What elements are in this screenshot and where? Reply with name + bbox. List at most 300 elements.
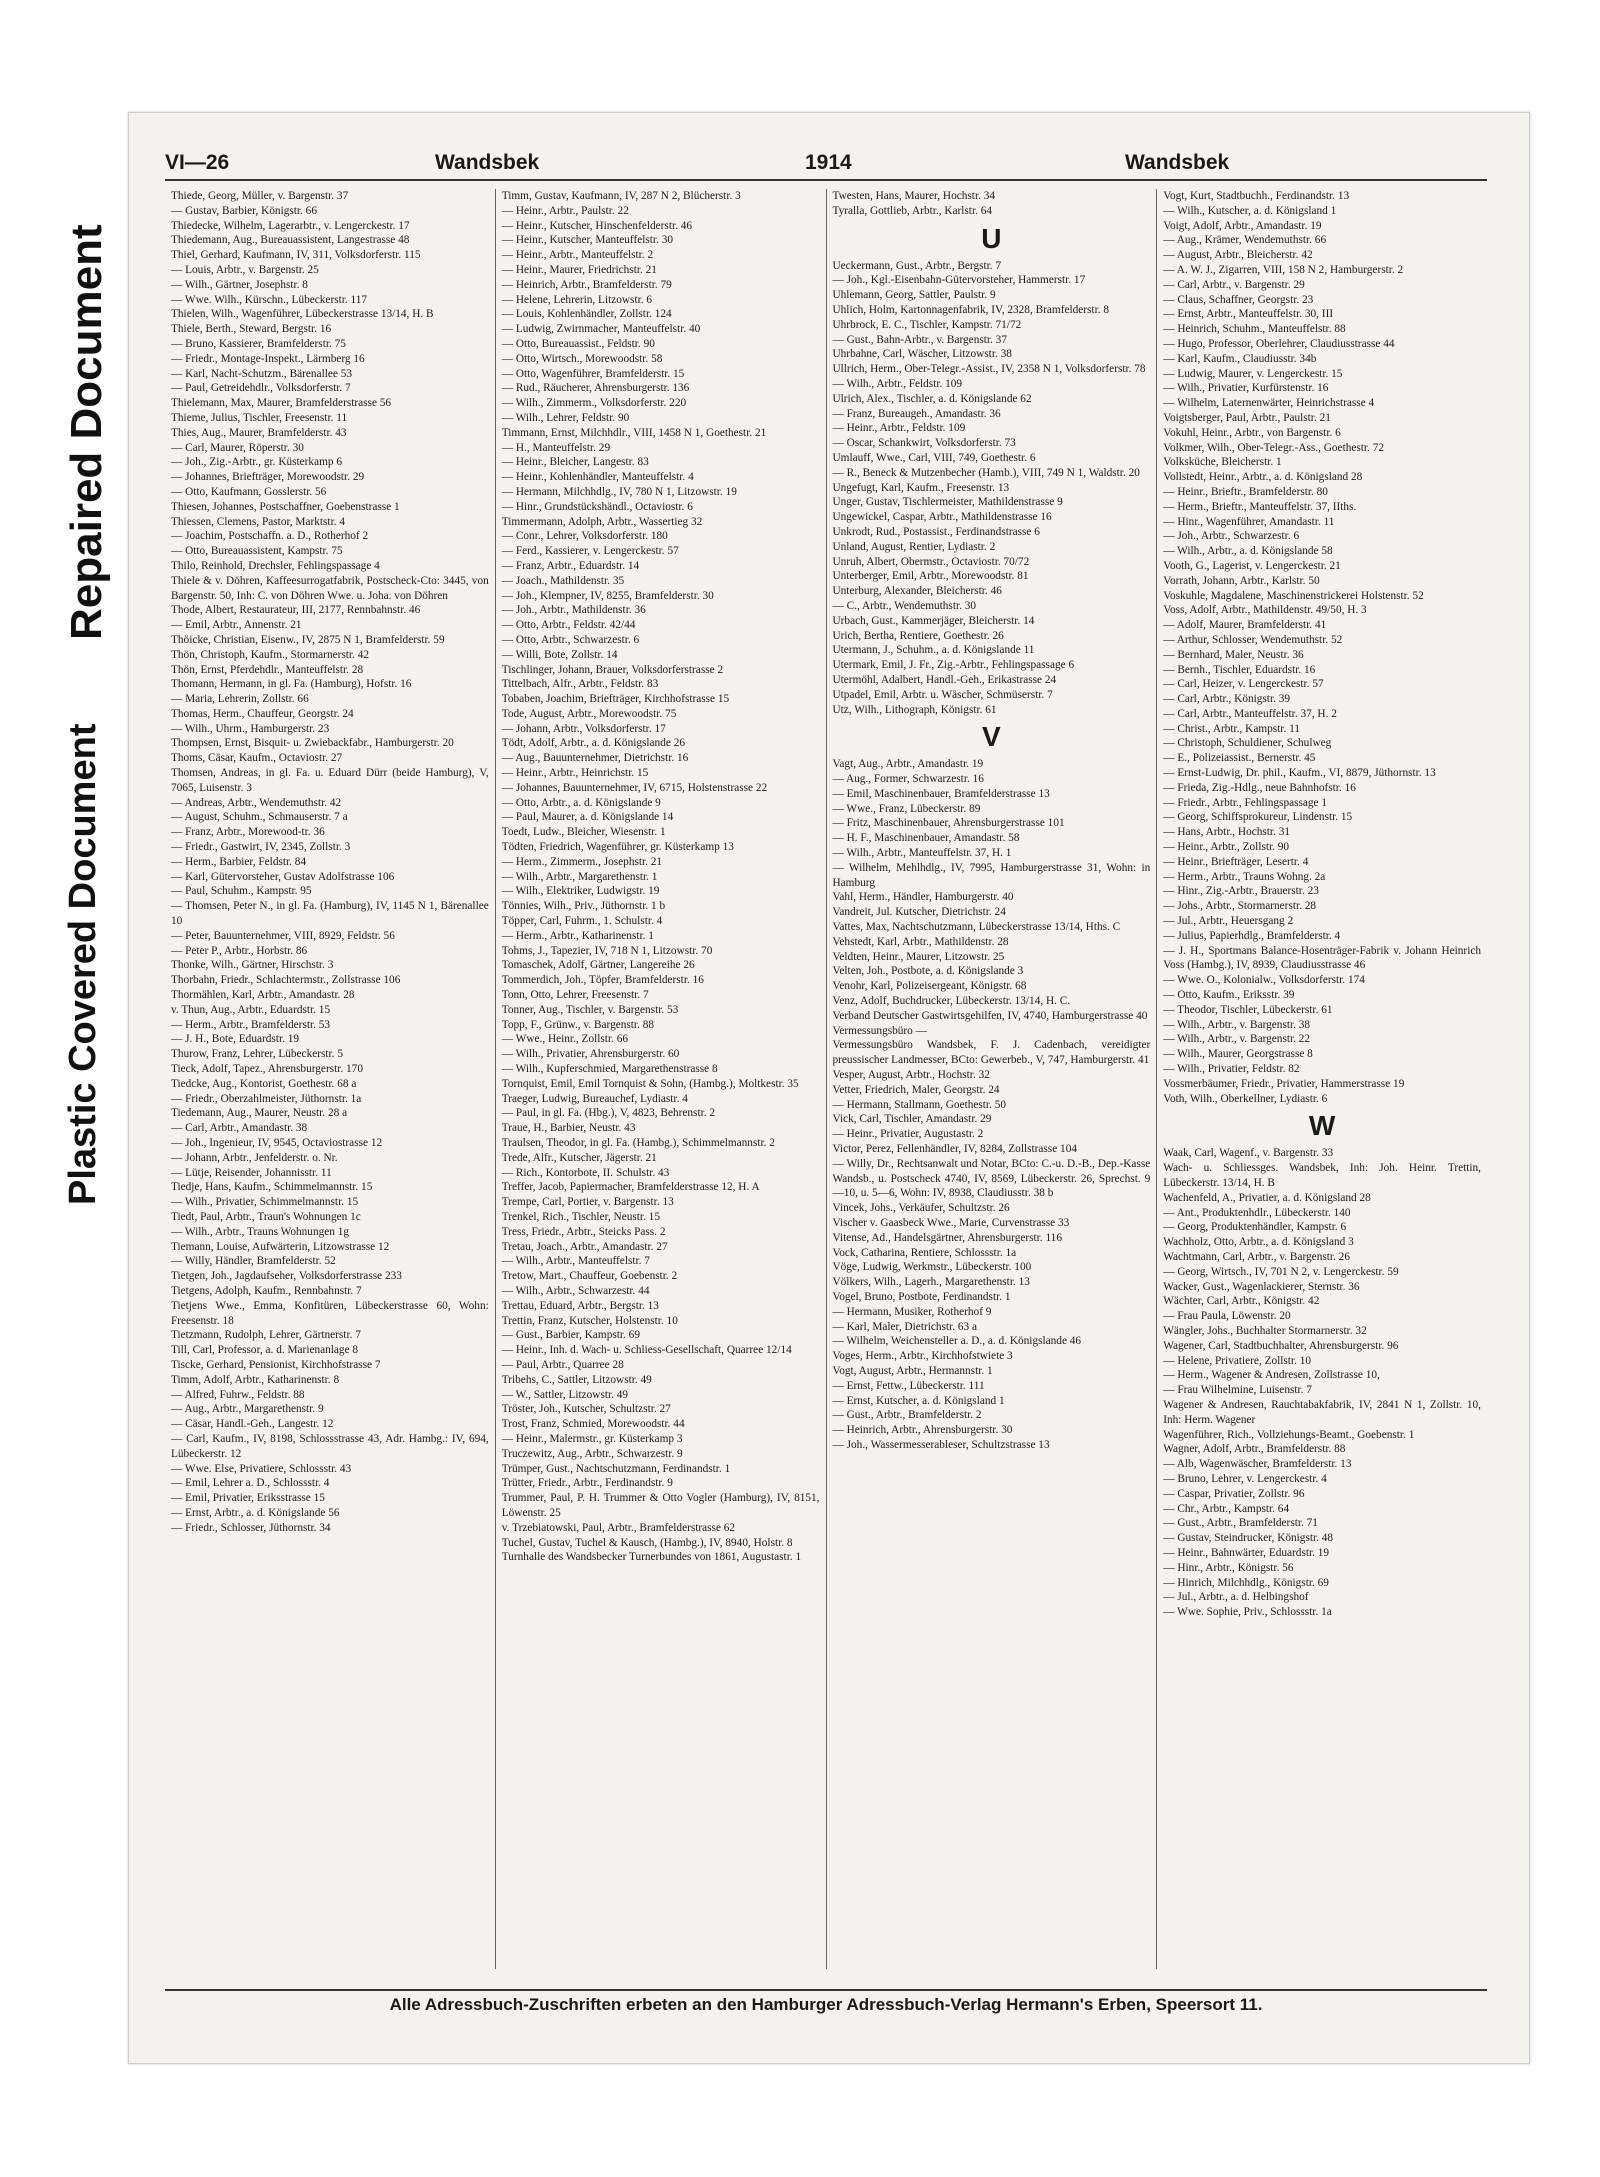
- column-1: [165, 189, 496, 1969]
- directory-entry: Volkmer, Wilh., Ober-Telegr.-Ass., Goethestr. 72: [1163, 441, 1384, 454]
- directory-entry: Uhrbahne, Carl, Wäscher, Litzowstr. 38: [832, 348, 1012, 361]
- directory-entry: Thielemann, Max, Maurer, Bramfelderstrasse 56: [171, 397, 392, 410]
- directory-entry: — Herm., Arbtr., Katharinenstr. 1: [501, 929, 654, 942]
- directory-entry: Thielen, Wilh., Wagenführer, Lübeckerstrasse 13/14, H. B: [171, 308, 434, 321]
- directory-entry: — Hermann, Musiker, Rotherhof 9: [832, 1305, 992, 1318]
- directory-entry: — Alfred, Fuhrw., Feldstr. 88: [171, 1388, 305, 1401]
- directory-entry: — Wilh., Privatier, Kurfürstenstr. 16: [1163, 382, 1329, 395]
- directory-entry: Thoms, Cäsar, Kaufm., Octaviostr. 27: [171, 752, 343, 765]
- directory-entry: — Johann, Arbtr., Volksdorferstr. 17: [501, 722, 666, 735]
- directory-entry: Tiedje, Hans, Kaufm., Schimmelmannstr. 15: [171, 1181, 373, 1194]
- directory-entry: — Joach., Mathildenstr. 35: [501, 574, 625, 587]
- directory-entry: — Joh., Ingenieur, IV, 9545, Octaviostrasse 12: [171, 1137, 383, 1149]
- directory-entry: — Heinr., Arbtr., Manteuffelstr. 2: [501, 249, 654, 262]
- directory-entry: — Wwe., Heinr., Zollstr. 66: [501, 1033, 628, 1046]
- directory-entry: — Carl, Arbtr., Amandastr. 38: [171, 1122, 308, 1135]
- directory-entry: Thön, Ernst, Pferdehdlr., Manteuffelstr. 28: [171, 663, 364, 676]
- directory-entry: Wagner, Adolf, Arbtr., Bramfelderstr. 88: [1163, 1443, 1346, 1456]
- directory-entry: Umlauff, Wwe., Carl, VIII, 749, Goethestr. 6: [832, 451, 1036, 464]
- directory-entry: — Friedr., Gastwirt, IV, 2345, Zollstr. 3: [171, 841, 351, 854]
- directory-entry: — Emil, Arbtr., Annenstr. 21: [171, 619, 302, 632]
- directory-entry: — Carl, Arbtr., v. Bargenstr. 29: [1163, 278, 1305, 291]
- directory-entry: Topp, F., Grünw., v. Bargenstr. 88: [501, 1018, 655, 1031]
- directory-entry: — Carl, Kaufm., IV, 8198, Schlossstrasse 43, Adr. Hambg.: IV, 694, Lübeckerstr. 12: [171, 1432, 489, 1460]
- directory-entry: Trettin, Franz, Kutscher, Holstenstr. 10: [501, 1314, 678, 1327]
- directory-entry: — Willi, Bote, Zollstr. 14: [501, 648, 618, 661]
- directory-entry: — Gustav, Barbier, Königstr. 66: [171, 204, 317, 217]
- directory-entry: — Johannes, Briefträger, Morewoodstr. 29: [171, 471, 365, 484]
- directory-entry: Timmermann, Adolph, Arbtr., Wassertieg 32: [501, 515, 703, 528]
- directory-entry: — Wilh., Privatier, Schimmelmannstr. 15: [171, 1196, 359, 1209]
- directory-entry: — Helene, Lehrerin, Litzowstr. 6: [501, 293, 653, 306]
- directory-entry: — Heinr., Arbtr., Zollstr. 90: [1163, 841, 1290, 854]
- directory-entry: Vetter, Friedrich, Maler, Georgstr. 24: [832, 1083, 1000, 1096]
- directory-entry: Wach- u. Schliessges. Wandsbek, Inh: Joh. Heinr. Trettin, Lübeckerstr. 13/14, H. B: [1163, 1162, 1481, 1189]
- directory-entry: Vollstedt, Heinr., Arbtr., a. d. Königsland 28: [1163, 471, 1363, 484]
- directory-entry: Vokuhl, Heinr., Arbtr., von Bargenstr. 6: [1163, 426, 1341, 439]
- directory-entry: Tröster, Joh., Kutscher, Schultzstr. 27: [501, 1403, 671, 1416]
- directory-entry: Tonn, Otto, Lehrer, Freesenstr. 7: [501, 989, 649, 1002]
- directory-entry: Tiemann, Louise, Aufwärterin, Litzowstrasse 12: [171, 1240, 390, 1253]
- column-4: [1157, 189, 1487, 1969]
- directory-entry: — J. H., Bote, Eduardstr. 19: [171, 1033, 300, 1046]
- directory-entry: Thies, Aug., Maurer, Bramfelderstr. 43: [171, 426, 347, 439]
- directory-entry: — Peter, Bauunternehmer, VIII, 8929, Feldstr. 56: [171, 929, 395, 942]
- directory-entry: — Adolf, Maurer, Bramfelderstr. 41: [1163, 619, 1327, 632]
- directory-entry: — Frau Paula, Löwenstr. 20: [1163, 1310, 1291, 1323]
- directory-entry: Vock, Catharina, Rentiere, Schlossstr. 1a: [832, 1246, 1017, 1259]
- directory-entry: — Paul, in gl. Fa. (Hbg.), V, 4823, Behrenstr. 2: [501, 1107, 716, 1120]
- directory-entry: — Carl, Arbtr., Manteuffelstr. 37, H. 2: [1163, 707, 1337, 720]
- directory-entry: Trede, Alfr., Kutscher, Jägerstr. 21: [501, 1151, 657, 1164]
- directory-entry: Tieck, Adolf, Tapez., Ahrensburgerstr. 170: [171, 1063, 363, 1076]
- directory-entry: — Rud., Räucherer, Ahrensburgerstr. 136: [501, 382, 690, 395]
- directory-entry: — Emil, Privatier, Eriksstrasse 15: [171, 1492, 325, 1505]
- directory-entry: Utermann, J., Schuhm., a. d. Königslande 11: [832, 644, 1035, 657]
- directory-entry: — Ernst, Arbtr., a. d. Königslande 56: [171, 1506, 340, 1519]
- directory-entry: Tobaben, Joachim, Briefträger, Kirchhofstrasse 15: [501, 693, 730, 706]
- directory-entry: — Karl, Nacht-Schutzm., Bärenallee 53: [171, 367, 352, 380]
- directory-entry: — Heinr., Briefträger, Lesertr. 4: [1163, 855, 1309, 868]
- section-letter: V: [982, 721, 1001, 753]
- directory-entry: Thiessen, Clemens, Pastor, Marktstr. 4: [171, 515, 346, 528]
- directory-page: [165, 147, 1487, 2027]
- directory-entry: Tommerdich, Joh., Töpfer, Bramfelderstr. 16: [501, 974, 704, 987]
- directory-entry: Vermessungsbüro Wandsbek, F. J. Cadenbach, vereidigter preussischer Landmesser, BCto: Gewerbeb., V, 747, Hamburgerstr. 41: [832, 1039, 1151, 1067]
- directory-entry: — Heinr., Arbtr., Paulstr. 22: [501, 204, 629, 217]
- directory-entry: Völkers, Wilh., Lagerh., Margarethenstr. 13: [832, 1276, 1030, 1289]
- directory-entry: Vincek, Johs., Verkäufer, Schultzstr. 26: [832, 1202, 1010, 1215]
- directory-entry: Thiele & v. Döhren, Kaffeesurrogatfabrik, Postscheck-Cto: 3445, von Bargenstr. 50, Inh: C. von Döhren Wwe. u. Joha. von Döhren: [171, 574, 489, 602]
- directory-entry: — Thomsen, Peter N., in gl. Fa. (Hamburg), IV, 1145 N 1, Bärenallee 10: [171, 900, 489, 928]
- directory-entry: — Heinr., Bahnwärter, Eduardstr. 19: [1163, 1546, 1330, 1559]
- directory-entry: — Wilhelm, Mehlhdlg., IV, 7995, Hamburgerstrasse 31, Wohn: in Hamburg: [832, 861, 1151, 889]
- directory-entry: Ulrich, Alex., Tischler, a. d. Königslande 62: [832, 392, 1032, 405]
- directory-entry: — Wwe. O., Kolonialw., Volksdorferstr. 174: [1163, 974, 1365, 987]
- directory-entry: Thode, Albert, Restaurateur, III, 2177, Rennbahnstr. 46: [171, 604, 421, 617]
- directory-entry: — Gust., Barbier, Kampstr. 69: [501, 1329, 640, 1342]
- plastic-covered-document-label: Plastic Covered Document: [62, 723, 104, 1205]
- directory-entry: v. Trzebiatowski, Paul, Arbtr., Bramfelderstrasse 62: [501, 1521, 736, 1534]
- directory-entry: — Jul., Arbtr., Heuersgang 2: [1163, 915, 1294, 928]
- directory-entry: Unterberger, Emil, Arbtr., Morewoodstr. 81: [832, 570, 1029, 583]
- directory-entry: — Heinr., Maurer, Friedrichstr. 21: [501, 263, 657, 276]
- directory-entry: Tiedemann, Aug., Maurer, Neustr. 28 a: [171, 1107, 348, 1120]
- directory-entry: — Ernst, Kutscher, a. d. Königsland 1: [832, 1394, 1005, 1407]
- directory-entry: Verband Deutscher Gastwirtsgehilfen, IV, 4740, Hamburgerstrasse 40: [832, 1009, 1148, 1022]
- directory-entry: Unruh, Albert, Obermstr., Octaviostr. 70/72: [832, 555, 1030, 568]
- directory-entry: — Joh., Wassermesserableser, Schultzstrasse 13: [832, 1438, 1050, 1451]
- directory-entry: — Ludwig, Zwirnmacher, Manteuffelstr. 40: [501, 323, 701, 336]
- directory-entry: — Louis, Kohlenhändler, Zollstr. 124: [501, 308, 672, 321]
- directory-entry: — Ernst, Arbtr., Manteuffelstr. 30, III: [1163, 308, 1334, 321]
- directory-entry: Tode, August, Arbtr., Morewoodstr. 75: [501, 707, 677, 720]
- directory-entry: Tiedt, Paul, Arbtr., Traun's Wohnungen 1c: [171, 1210, 361, 1223]
- directory-entry: Vorrath, Johann, Arbtr., Karlstr. 50: [1163, 574, 1320, 587]
- directory-entry: — J. H., Sportmans Balance-Hosenträger-Fabrik v. Johann Heinrich Voss (Hambg.), IV, 8939, Claudiusstrasse 46: [1163, 944, 1481, 972]
- directory-entry: — Hermann, Milchhdlg., IV, 780 N 1, Litzowstr. 19: [501, 485, 737, 498]
- directory-entry: Vossmerbäumer, Friedr., Privatier, Hammerstrasse 19: [1163, 1077, 1405, 1090]
- directory-entry: — Aug., Krämer, Wendemuthstr. 66: [1163, 234, 1327, 247]
- directory-entry: Timm, Gustav, Kaufmann, IV, 287 N 2, Blücherstr. 3: [501, 190, 741, 202]
- directory-entry: Vermessungsbüro —: [832, 1024, 927, 1037]
- directory-entry: Trummer, Paul, P. H. Trummer & Otto Vogler (Hamburg), IV, 8151, Löwenstr. 25: [501, 1492, 820, 1519]
- directory-entry: Venohr, Karl, Polizeisergeant, Königstr. 68: [832, 980, 1027, 993]
- directory-entry: — Wwe. Else, Privatiere, Schlossstr. 43: [171, 1462, 352, 1475]
- directory-entry: Vogt, August, Arbtr., Hermannstr. 1: [832, 1364, 993, 1377]
- directory-entry: — Theodor, Tischler, Lübeckerstr. 61: [1163, 1003, 1333, 1016]
- directory-entry: — Joh., Arbtr., Schwarzestr. 6: [1163, 530, 1300, 543]
- directory-entry: Thiede, Georg, Müller, v. Bargenstr. 37: [171, 190, 349, 202]
- directory-entry: Thurow, Franz, Lehrer, Lübeckerstr. 5: [171, 1048, 343, 1061]
- directory-entry: Tietzmann, Rudolph, Lehrer, Gärtnerstr. 7: [171, 1329, 361, 1342]
- directory-entry: — Friedr., Schlosser, Jüthornstr. 34: [171, 1521, 331, 1534]
- directory-entry: Waak, Carl, Wagenf., v. Bargenstr. 33: [1163, 1147, 1334, 1160]
- directory-entry: — Hermann, Stallmann, Goethestr. 50: [832, 1098, 1007, 1111]
- directory-entry: — Rich., Kontorbote, II. Schulstr. 43: [501, 1166, 670, 1179]
- directory-entry: Vehstedt, Karl, Arbtr., Mathildenstr. 28: [832, 935, 1009, 948]
- directory-entry: Trempe, Carl, Portier, v. Bargenstr. 13: [501, 1196, 674, 1209]
- directory-entry: Utermöhl, Adalbert, Handl.-Geh., Erikastrasse 24: [832, 673, 1057, 686]
- directory-entry: Trenkel, Rich., Tischler, Neustr. 15: [501, 1210, 660, 1223]
- directory-entry: Turnhalle des Wandsbecker Turnerbundes von 1861, Augustastr. 1: [501, 1551, 802, 1564]
- directory-entry: — Hugo, Professor, Oberlehrer, Claudiusstrasse 44: [1163, 337, 1395, 350]
- directory-entry: — Karl, Gütervorsteher, Gustav Adolfstrasse 106: [171, 870, 395, 883]
- directory-entry: — Maria, Lehrerin, Zollstr. 66: [171, 693, 309, 706]
- directory-entry: Tornquist, Emil, Emil Tornquist & Sohn, (Hambg.), Moltkestr. 35: [501, 1077, 799, 1090]
- directory-entry: — Herm., Arbtr., Bramfelderstr. 53: [171, 1018, 331, 1031]
- directory-entry: — Ludwig, Maurer, v. Lengerckestr. 15: [1163, 367, 1343, 380]
- directory-entry: Veldten, Heinr., Maurer, Litzowstr. 25: [832, 950, 1005, 963]
- directory-entry: — Franz, Arbtr., Morewood-tr. 36: [171, 826, 325, 839]
- directory-entry: — H. F., Maschinenbauer, Amandastr. 58: [832, 832, 1020, 845]
- directory-entry: — Aug., Bauunternehmer, Dietrichstr. 16: [501, 752, 689, 765]
- directory-entry: — Wwe. Wilh., Kürschn., Lübeckerstr. 117: [171, 293, 368, 306]
- directory-entry: Victor, Perez, Fellenhändler, IV, 8284, Zollstrasse 104: [832, 1143, 1077, 1156]
- publisher-footer: Alle Adressbuch-Zuschriften erbeten an den Hamburger Adressbuch-Verlag Hermann's Erben, Speersort 11.: [165, 1989, 1487, 2015]
- directory-entry: Tietgen, Joh., Jagdaufseher, Volksdorferstrasse 233: [171, 1270, 402, 1283]
- directory-entry: — E., Polizeiassist., Bernerstr. 45: [1163, 752, 1316, 765]
- directory-entry: Tretow, Mart., Chauffeur, Goebenstr. 2: [501, 1270, 678, 1283]
- directory-entry: — Christ., Arbtr., Kampstr. 11: [1163, 722, 1300, 735]
- directory-entry: — Wilh., Arbtr., Schwarzestr. 44: [501, 1284, 650, 1297]
- directory-entry: — Herm., Zimmerm., Josephstr. 21: [501, 855, 663, 868]
- directory-entry: — Wilh., Lehrer, Feldstr. 90: [501, 411, 630, 424]
- directory-entry: — Joh., Kgl.-Eisenbahn-Gütervorsteher, Hammerstr. 17: [832, 274, 1086, 287]
- directory-entry: Vogel, Bruno, Postbote, Ferdinandstr. 1: [832, 1290, 1011, 1303]
- directory-entry: Vandreit, Jul. Kutscher, Dietrichstr. 24: [832, 906, 1006, 919]
- directory-entry: Tohms, J., Tapezier, IV, 718 N 1, Litzowstr. 70: [501, 944, 713, 957]
- directory-entry: — Wilh., Privatier, Ahrensburgerstr. 60: [501, 1048, 680, 1061]
- directory-entry: — Otto, Wirtsch., Morewoodstr. 58: [501, 352, 663, 365]
- directory-entry: Thompsen, Ernst, Bisquit- u. Zwiebackfabr., Hamburgerstr. 20: [171, 737, 454, 750]
- directory-entry: Voth, Wilh., Oberkellner, Lydiastr. 6: [1163, 1092, 1328, 1105]
- directory-entry: Wagener, Carl, Stadtbuchhalter, Ahrensburgerstr. 96: [1163, 1339, 1399, 1352]
- directory-entry: — Paul, Maurer, a. d. Königslande 14: [501, 811, 674, 824]
- directory-entry: Volksküche, Bleicherstr. 1: [1163, 456, 1282, 469]
- directory-entry: Thilo, Reinhold, Drechsler, Fehlingspassage 4: [171, 559, 380, 572]
- directory-entry: — Ant., Produktenhdlr., Lübeckerstr. 140: [1163, 1206, 1351, 1219]
- directory-entry: Thiele, Berth., Steward, Bergstr. 16: [171, 323, 332, 336]
- directory-entry: — Hinrich, Milchhdlg., Königstr. 69: [1163, 1576, 1329, 1589]
- directory-entry: — Claus, Schaffner, Georgstr. 23: [1163, 293, 1314, 306]
- directory-entry: — Heinrich, Arbtr., Ahrensburgerstr. 30: [832, 1424, 1013, 1437]
- directory-entry: Velten, Joh., Postbote, a. d. Königslande 3: [832, 965, 1024, 978]
- directory-entry: — Friedr., Montage-Inspekt., Lärmberg 16: [171, 352, 365, 365]
- directory-entry: — Oscar, Schankwirt, Volksdorferstr. 73: [832, 437, 1016, 450]
- directory-entry: — Heinr., Malermstr., gr. Küsterkamp 3: [501, 1432, 683, 1445]
- directory-entry: — Emil, Maschinenbauer, Bramfelderstrasse 13: [832, 787, 1050, 800]
- directory-entry: — Hans, Arbtr., Hochstr. 31: [1163, 826, 1291, 839]
- directory-entry: Timm, Adolf, Arbtr., Katharinenstr. 8: [171, 1373, 340, 1386]
- directory-entry: — Joh., Klempner, IV, 8255, Bramfelderstr. 30: [501, 589, 714, 602]
- directory-entry: Urich, Bertha, Rentiere, Goethestr. 26: [832, 629, 1004, 642]
- directory-entry: Wagenführer, Rich., Vollziehungs-Beamt., Goebenstr. 1: [1163, 1428, 1415, 1441]
- directory-entry: — Wilh., Privatier, Feldstr. 82: [1163, 1063, 1300, 1076]
- section-letter: W: [1308, 1110, 1336, 1142]
- directory-entry: Treffer, Jacob, Papiermacher, Bramfelderstrasse 12, H. A: [501, 1181, 760, 1194]
- directory-entry: — Heinr., Bleicher, Langestr. 83: [501, 456, 649, 469]
- directory-entry: Voigtsberger, Paul, Arbtr., Paulstr. 21: [1163, 411, 1331, 424]
- directory-entry: Tödt, Adolf, Arbtr., a. d. Königslande 26: [501, 737, 685, 750]
- directory-entry: — Ferd., Kassierer, v. Lengerckestr. 57: [501, 545, 679, 558]
- header-city-left: Wandsbek: [435, 151, 540, 174]
- directory-entry: — Heinr., Arbtr., Heinrichstr. 15: [501, 767, 649, 780]
- directory-entry: — Karl, Kaufm., Claudiusstr. 34b: [1163, 352, 1317, 365]
- header-city-right: Wandsbek: [1125, 151, 1230, 174]
- directory-entry: — Otto, Bureauassist., Feldstr. 90: [501, 337, 655, 350]
- directory-entry: Tribehs, C., Sattler, Litzowstr. 49: [501, 1373, 652, 1386]
- directory-entry: — Arthur, Schlosser, Wendemuthstr. 52: [1163, 633, 1343, 646]
- directory-entry: Unterburg, Alexander, Bleicherstr. 46: [832, 585, 1002, 598]
- directory-entry: Wagener & Andresen, Rauchtabakfabrik, IV, 2841 N 1, Zollstr. 10, Inh: Herm. Wagener: [1163, 1398, 1481, 1426]
- directory-entry: — Wilh., Arbtr., Margarethenstr. 1: [501, 870, 658, 883]
- directory-entry: Thomann, Hermann, in gl. Fa. (Hamburg), Hofstr. 16: [171, 678, 412, 691]
- directory-entry: Ungewickel, Caspar, Arbtr., Mathildenstrasse 16: [832, 511, 1052, 524]
- directory-entry: — Gust., Bahn-Arbtr., v. Bargenstr. 37: [832, 333, 1007, 346]
- directory-entry: — Carl, Arbtr., Königstr. 39: [1163, 693, 1291, 706]
- directory-entry: — Bernh., Tischler, Eduardstr. 16: [1163, 663, 1316, 676]
- directory-entry: — Wilh., Arbtr., a. d. Königslande 58: [1163, 545, 1333, 558]
- directory-entry: Thön, Christoph, Kaufm., Stormarnerstr. 42: [171, 648, 369, 661]
- directory-entry: Tödten, Friedrich, Wagenführer, gr. Küsterkamp 13: [501, 841, 734, 854]
- directory-entry: — Friedr., Oberzahlmeister, Jüthornstr. 1a: [171, 1092, 362, 1105]
- section-letter: U: [981, 222, 1002, 254]
- directory-entry: — Herm., Barbier, Feldstr. 84: [171, 855, 307, 868]
- directory-entry: Vooth, G., Lagerist, v. Lengerckestr. 21: [1163, 559, 1341, 572]
- directory-entry: Tietgens, Adolph, Kaufm., Rennbahnstr. 7: [171, 1284, 362, 1297]
- directory-entry: Ueckermann, Gust., Arbtr., Bergstr. 7: [832, 259, 1002, 272]
- directory-entry: — Lütje, Reisender, Johannisstr. 11: [171, 1166, 332, 1179]
- directory-entry: — C., Arbtr., Wendemuthstr. 30: [832, 599, 977, 612]
- directory-entry: — Herm., Arbtr., Trauns Wohng. 2a: [1163, 870, 1326, 883]
- directory-entry: — Andreas, Arbtr., Wendemuthstr. 42: [171, 796, 342, 809]
- directory-entry: — Gust., Arbtr., Bramfelderstr. 71: [1163, 1517, 1318, 1530]
- directory-entry: Tietjens Wwe., Emma, Konfitüren, Lübeckerstrasse 60, Wohn: Freesenstr. 18: [171, 1299, 489, 1327]
- directory-entry: Venz, Adolf, Buchdrucker, Lübeckerstr. 13/14, H. C.: [832, 995, 1071, 1008]
- columns: [165, 189, 1487, 1969]
- directory-entry: — Frau Wilhelmine, Luisenstr. 7: [1163, 1384, 1312, 1397]
- directory-entry: Urbach, Gust., Kammerjäger, Bleicherstr. 14: [832, 614, 1035, 627]
- directory-entry: Tischlinger, Johann, Brauer, Volksdorferstrasse 2: [501, 663, 724, 676]
- directory-entry: — Julius, Papierhdlg., Bramfelderstr. 4: [1163, 929, 1341, 942]
- directory-entry: — Otto, Wagenführer, Bramfelderstr. 15: [501, 367, 685, 380]
- directory-entry: Vattes, Max, Nachtschutzmann, Lübeckerstrasse 13/14, Hths. C: [832, 921, 1121, 934]
- directory-entry: Trost, Franz, Schmied, Morewoodstr. 44: [501, 1418, 685, 1431]
- directory-entry: — Wilh., Arbtr., v. Bargenstr. 22: [1163, 1033, 1311, 1046]
- directory-entry: — Heinr., Brieftr., Bramfelderstr. 80: [1163, 485, 1328, 498]
- directory-entry: Thiel, Gerhard, Kaufmann, IV, 311, Volksdorferstr. 115: [171, 249, 421, 262]
- directory-entry: Thöicke, Christian, Eisenw., IV, 2875 N 1, Bramfelderstr. 59: [171, 633, 445, 646]
- directory-entry: — Ernst-Ludwig, Dr. phil., Kaufm., VI, 8879, Jüthornstr. 13: [1163, 767, 1436, 780]
- directory-entry: — Heinr., Kohlenhändler, Manteuffelstr. 4: [501, 471, 694, 484]
- directory-entry: Utermark, Emil, J. Fr., Zig.-Arbtr., Fehlingspassage 6: [832, 659, 1075, 672]
- directory-entry: — Hinr., Zig.-Arbtr., Brauerstr. 23: [1163, 885, 1319, 898]
- directory-entry: Toedt, Ludw., Bleicher, Wiesenstr. 1: [501, 826, 666, 839]
- directory-entry: Voskuhle, Magdalene, Maschinenstrickerei Holstenstr. 52: [1163, 589, 1424, 602]
- directory-entry: — August, Arbtr., Bleicherstr. 42: [1163, 249, 1313, 262]
- directory-entry: — Georg, Schiffsprokureur, Lindenstr. 15: [1163, 811, 1353, 824]
- directory-entry: — Paul, Getreidehdlr., Volksdorferstr. 7: [171, 382, 351, 395]
- directory-entry: Tomaschek, Adolf, Gärtner, Langereihe 26: [501, 959, 695, 972]
- header-rule: [165, 179, 1487, 181]
- directory-entry: — Caspar, Privatier, Zollstr. 96: [1163, 1487, 1305, 1500]
- directory-entry: — Bruno, Lehrer, v. Lengerckestr. 4: [1163, 1472, 1327, 1485]
- column-2: [496, 189, 827, 1969]
- directory-entry: Wachenfeld, A., Privatier, a. d. Königsland 28: [1163, 1191, 1371, 1204]
- directory-entry: Tiscke, Gerhard, Pensionist, Kirchhofstrasse 7: [171, 1358, 381, 1371]
- directory-entry: — Johann, Arbtr., Jenfelderstr. o. Nr.: [171, 1151, 338, 1164]
- directory-entry: Tonner, Aug., Tischler, v. Bargenstr. 53: [501, 1003, 679, 1016]
- directory-entry: — Wilh., Uhrm., Hamburgerstr. 23: [171, 722, 330, 735]
- directory-entry: — Gustav, Steindrucker, Königstr. 48: [1163, 1532, 1334, 1545]
- directory-entry: Thomsen, Andreas, in gl. Fa. u. Eduard Dürr (beide Hamburg), V, 7065, Luisenstr. 3: [171, 767, 489, 794]
- directory-entry: Tittelbach, Alfr., Arbtr., Feldstr. 83: [501, 678, 659, 691]
- directory-entry: Uhlich, Holm, Kartonnagenfabrik, IV, 2328, Bramfelderstr. 8: [832, 303, 1110, 316]
- page-number: VI—26: [165, 151, 230, 174]
- directory-entry: — Aug., Former, Schwarzestr. 16: [832, 773, 984, 786]
- directory-entry: Unkrodt, Rud., Postassist., Ferdinandstrasse 6: [832, 525, 1040, 538]
- directory-entry: — Heinr., Kutscher, Hinschenfelderstr. 46: [501, 219, 693, 232]
- directory-entry: v. Thun, Aug., Arbtr., Eduardstr. 15: [171, 1003, 331, 1016]
- directory-entry: Utpadel, Emil, Arbtr. u. Wäscher, Schmüserstr. 7: [832, 688, 1053, 701]
- directory-entry: — Paul, Arbtr., Quarree 28: [501, 1358, 624, 1371]
- directory-entry: — Wilh., Zimmerm., Volksdorferstr. 220: [501, 397, 687, 410]
- directory-entry: — Joachim, Postschaffn. a. D., Rotherhof 2: [171, 530, 369, 543]
- directory-entry: Unland, August, Rentier, Lydiastr. 2: [832, 540, 996, 553]
- directory-entry: — Bernhard, Maler, Neustr. 36: [1163, 648, 1304, 661]
- header-year: 1914: [805, 151, 852, 174]
- directory-entry: Vogt, Kurt, Stadtbuchh., Ferdinandstr. 13: [1163, 190, 1350, 202]
- directory-entry: — Willy, Dr., Rechtsanwalt und Notar, BCto: C.-u. D.-B., Dep.-Kasse Wandsb., u. Postscheck 4740, IV, 8569, Lübeckerstr. 26, Sprechst. 9—10, u. 5—6, Wohn: IV, 8938, Claudiusstr. 38 b: [832, 1157, 1151, 1200]
- directory-entry: Traue, H., Barbier, Neustr. 43: [501, 1122, 636, 1135]
- directory-entry: Trümper, Gust., Nachtschutzmann, Ferdinandstr. 1: [501, 1462, 731, 1475]
- directory-entry: Trütter, Friedr., Arbtr., Ferdinandstr. 9: [501, 1477, 673, 1490]
- directory-entry: Vischer v. Gaasbeck Wwe., Marie, Curvenstrasse 33: [832, 1217, 1070, 1229]
- directory-entry: — Conr., Lehrer, Volksdorferstr. 180: [501, 530, 668, 543]
- directory-entry: — Heinr., Privatier, Augustastr. 2: [832, 1128, 984, 1141]
- directory-entry: — Willy, Händler, Bramfelderstr. 52: [171, 1255, 336, 1268]
- directory-entry: — R., Beneck & Mutzenbecher (Hamb.), VIII, 749 N 1, Waldstr. 20: [832, 466, 1140, 479]
- directory-entry: — Franz, Arbtr., Eduardstr. 14: [501, 559, 640, 572]
- directory-entry: Vitense, Ad., Handelsgärtner, Ahrensburgerstr. 116: [832, 1231, 1062, 1244]
- directory-entry: Thiedemann, Aug., Bureauassistent, Langestrasse 48: [171, 234, 410, 247]
- directory-entry: — Herm., Brieftr., Manteuffelstr. 37, IIths.: [1163, 500, 1357, 513]
- directory-entry: — Carl, Maurer, Röperstr. 30: [171, 441, 304, 454]
- directory-entry: — Heinr., Kutscher, Manteuffelstr. 30: [501, 234, 674, 247]
- directory-entry: — Joh., Arbtr., Mathildenstr. 36: [501, 604, 646, 617]
- directory-entry: — Fritz, Maschinenbauer, Ahrensburgerstrasse 101: [832, 817, 1065, 830]
- directory-entry: Vick, Carl, Tischler, Amandastr. 29: [832, 1113, 992, 1126]
- directory-entry: Thieme, Julius, Tischler, Freesenstr. 11: [171, 411, 348, 424]
- page-header: [165, 147, 1487, 183]
- directory-entry: Tretau, Joach., Arbtr., Amandastr. 27: [501, 1240, 668, 1253]
- directory-entry: — Hinr., Arbtr., Königstr. 56: [1163, 1561, 1294, 1574]
- directory-entry: Voss, Adolf, Arbtr., Mathildenstr. 49/50, H. 3: [1163, 604, 1367, 617]
- directory-entry: — Johs., Arbtr., Stormarnerstr. 28: [1163, 900, 1317, 913]
- directory-entry: — Heinrich, Schuhm., Manteuffelstr. 88: [1163, 323, 1346, 336]
- directory-entry: Thormählen, Karl, Arbtr., Amandastr. 28: [171, 989, 355, 1002]
- directory-entry: — Otto, Kaufm., Eriksstr. 39: [1163, 989, 1295, 1002]
- directory-entry: Ullrich, Herm., Ober-Telegr.-Assist., IV, 2358 N 1, Volksdorferstr. 78: [832, 363, 1146, 376]
- directory-entry: Thiedecke, Wilhelm, Lagerarbtr., v. Lengerckestr. 17: [171, 219, 410, 232]
- directory-entry: — H., Manteuffelstr. 29: [501, 441, 611, 454]
- directory-entry: Thomas, Herm., Chauffeur, Georgstr. 24: [171, 707, 354, 720]
- directory-entry: — Heinrich, Arbtr., Bramfelderstr. 79: [501, 278, 672, 291]
- directory-entry: — Wilhelm, Weichensteller a. D., a. d. Königslande 46: [832, 1335, 1082, 1348]
- directory-entry: — Otto, Arbtr., Feldstr. 42/44: [501, 619, 636, 632]
- directory-entry: Vesper, August, Arbtr., Hochstr. 32: [832, 1069, 990, 1082]
- directory-entry: Tönnies, Wilh., Priv., Jüthornstr. 1 b: [501, 900, 666, 913]
- directory-entry: — Bruno, Kassierer, Bramfelderstr. 75: [171, 337, 346, 350]
- directory-entry: Töpper, Carl, Fuhrm., 1. Schulstr. 4: [501, 915, 663, 928]
- directory-entry: — Wilh., Arbtr., Manteuffelstr. 37, H. 1: [832, 847, 1012, 860]
- directory-entry: — Emil, Lehrer a. D., Schlossstr. 4: [171, 1477, 330, 1490]
- directory-entry: — Ernst, Fettw., Lübeckerstr. 111: [832, 1379, 985, 1392]
- directory-entry: — Friedr., Arbtr., Fehlingspassage 1: [1163, 796, 1328, 809]
- directory-entry: Twesten, Hans, Maurer, Hochstr. 34: [832, 190, 996, 202]
- repaired-document-label: Repaired Document: [62, 224, 111, 640]
- directory-entry: — Wilh., Kupferschmied, Margarethenstrasse 8: [501, 1063, 718, 1076]
- directory-entry: — August, Schuhm., Schmauserstr. 7 a: [171, 811, 348, 824]
- directory-entry: — Paul, Schuhm., Kampstr. 95: [171, 885, 312, 898]
- directory-entry: Truczewitz, Aug., Arbtr., Schwarzestr. 9: [501, 1447, 683, 1460]
- directory-entry: — Wilh., Elektriker, Ludwigstr. 19: [501, 885, 660, 898]
- directory-entry: Thorbahn, Friedr., Schlachtermstr., Zollstrasse 106: [171, 974, 401, 987]
- directory-entry: Unger, Gustav, Tischlermeister, Mathildenstrasse 9: [832, 496, 1063, 509]
- directory-entry: Timmann, Ernst, Milchhdlr., VIII, 1458 N 1, Goethestr. 21: [501, 426, 767, 439]
- directory-entry: Wacker, Gust., Wagenlackierer, Sternstr. 36: [1163, 1280, 1360, 1293]
